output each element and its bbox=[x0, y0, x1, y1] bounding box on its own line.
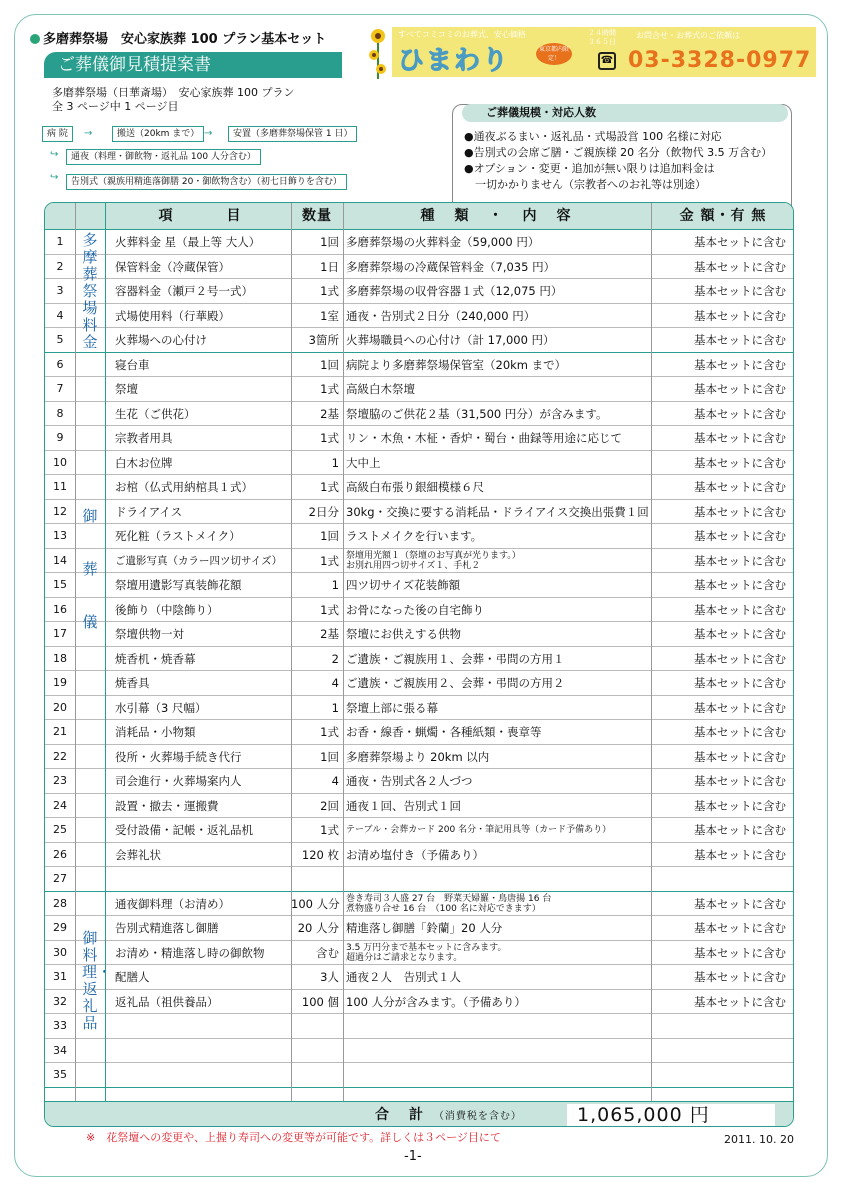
row-quantity: 4 bbox=[331, 676, 339, 690]
row-price: 基本セットに含む bbox=[694, 700, 786, 715]
row-price bbox=[651, 1039, 794, 1063]
table-row bbox=[45, 892, 794, 917]
row-quantity: 1式 bbox=[320, 602, 339, 617]
table-row bbox=[45, 304, 794, 329]
row-detail: 祭壇脇のご供花２基（31,500 円分）が含みます。 bbox=[346, 406, 608, 421]
total-label: 合 計 （消費税を含む） bbox=[375, 1107, 522, 1123]
table-row bbox=[45, 843, 794, 868]
table-row bbox=[45, 328, 794, 353]
row-detail: 火葬場職員への心付け（計 17,000 円） bbox=[346, 333, 555, 347]
row-detail: 病院より多磨葬祭場保管室（20km まで） bbox=[346, 357, 567, 372]
row-quantity: 1回 bbox=[320, 529, 339, 543]
row-quantity: 含む bbox=[316, 945, 339, 960]
row-item: 返礼品（祖供養品） bbox=[115, 994, 219, 1009]
row-price: 基本セットに含む bbox=[694, 504, 786, 519]
header-price: 金 額・有 無 bbox=[679, 208, 767, 224]
category-label: 御 葬 儀 bbox=[82, 506, 113, 631]
row-item: 死化粧（ラストメイク） bbox=[115, 529, 241, 543]
row-detail: 多磨葬祭場の収骨容器１式（12,075 円） bbox=[346, 284, 563, 298]
table-row bbox=[45, 671, 794, 696]
ad-brand-name: ひまわり bbox=[398, 46, 511, 76]
subtitle-line2: 全 3 ページ中 1 ページ目 bbox=[52, 100, 179, 113]
row-quantity: 1式 bbox=[320, 284, 339, 298]
row-quantity: 3人 bbox=[320, 970, 339, 984]
row-quantity: 1式 bbox=[320, 480, 339, 494]
plan-subtitle bbox=[52, 86, 295, 114]
estimate-table bbox=[44, 202, 794, 1127]
header-detail: 種 類 ・ 内 容 bbox=[420, 208, 574, 224]
row-item: 保管料金（冷蔵保管） bbox=[115, 259, 230, 274]
row-price: 基本セットに含む bbox=[694, 480, 786, 494]
row-quantity: 1式 bbox=[320, 431, 339, 445]
row-price: 基本セットに含む bbox=[694, 896, 786, 911]
row-detail: 30kg・交換に要する消耗品・ドライアイス交換出張費１回 bbox=[346, 504, 649, 519]
row-number: 11 bbox=[53, 480, 67, 493]
total-bar bbox=[45, 1101, 794, 1127]
row-number: 2 bbox=[56, 259, 64, 273]
document-title: 多磨葬祭場 安心家族葬 100 プラン基本セット bbox=[30, 28, 326, 47]
row-item: 火葬場への心付け bbox=[115, 333, 207, 347]
row-quantity: 1式 bbox=[320, 725, 339, 739]
table-row bbox=[45, 230, 794, 255]
row-quantity: 1回 bbox=[320, 749, 339, 764]
scale-info-line: ●オプション・変更・追加が無い限りは追加料金は bbox=[464, 162, 715, 175]
row-detail: お清め塩付き（予備あり） bbox=[346, 847, 484, 862]
row-item: 通夜御料理（お清め） bbox=[115, 896, 230, 911]
row-detail: 精進落し御膳「鈴蘭」20 人分 bbox=[346, 921, 503, 935]
row-number: 10 bbox=[53, 455, 67, 469]
column-divider bbox=[343, 203, 344, 1101]
row-price: 基本セットに含む bbox=[694, 431, 786, 445]
table-row bbox=[45, 916, 794, 941]
row-item: 会葬礼状 bbox=[115, 847, 161, 862]
row-price: 基本セットに含む bbox=[694, 455, 786, 470]
row-detail: ご遺族・ご親族用２、会葬・弔問の方用２ bbox=[346, 676, 565, 690]
row-detail: テーブル・会葬カード 200 名分・筆記用具等（カード予備あり） bbox=[346, 825, 612, 835]
row-item: ドライアイス bbox=[115, 504, 183, 519]
row-quantity: 1回 bbox=[320, 235, 339, 249]
row-item: 火葬料金 星（最上等 大人） bbox=[115, 235, 261, 249]
row-detail: 多磨葬祭場の冷蔵保管料金（7,035 円） bbox=[346, 259, 556, 274]
row-item: ご遺影写真（カラー四ツ切サイズ） bbox=[115, 554, 283, 567]
row-number: 18 bbox=[53, 651, 67, 665]
row-number: 34 bbox=[53, 1043, 67, 1057]
row-number: 33 bbox=[53, 1019, 67, 1032]
row-item bbox=[111, 1039, 295, 1063]
flow-step-transport: 搬送（20km まで） bbox=[112, 126, 204, 142]
document-date: 2011. 10. 20 bbox=[724, 1133, 794, 1146]
row-quantity: 4 bbox=[331, 774, 339, 788]
category-label: 御料理・返礼品 bbox=[82, 929, 113, 1032]
row-detail: 高級白木祭壇 bbox=[346, 382, 415, 396]
row-quantity: 2回 bbox=[320, 798, 339, 813]
row-detail: 大中上 bbox=[346, 455, 381, 470]
table-row bbox=[45, 1063, 794, 1088]
row-number: 7 bbox=[56, 382, 64, 395]
row-quantity: 1室 bbox=[320, 308, 339, 323]
row-quantity bbox=[291, 1039, 343, 1063]
column-divider bbox=[105, 203, 106, 1101]
row-number: 14 bbox=[53, 553, 67, 567]
row-item: 焼香具 bbox=[115, 676, 150, 690]
row-quantity: 1 bbox=[331, 578, 339, 592]
ad-hours: ２４時間 ３６５日 bbox=[588, 29, 616, 46]
row-detail: 通夜・告別式２日分（240,000 円） bbox=[346, 308, 536, 323]
row-item: 白木お位牌 bbox=[115, 455, 173, 470]
row-number: 17 bbox=[53, 627, 67, 640]
row-detail: 多磨葬祭場より 20km 以内 bbox=[346, 749, 490, 764]
row-detail: お骨になった後の自宅飾り bbox=[346, 602, 484, 617]
table-row bbox=[45, 794, 794, 819]
ad-phone-number: 03-3328-0977 bbox=[628, 48, 812, 73]
row-item: お清め・精進落し時の御飲物 bbox=[115, 945, 265, 960]
table-row bbox=[45, 696, 794, 721]
row-price: 基本セットに含む bbox=[694, 333, 786, 347]
row-number: 24 bbox=[53, 798, 67, 812]
table-row bbox=[45, 377, 794, 402]
row-detail: ご遺族・ご親族用１、会葬・弔問の方用１ bbox=[346, 651, 565, 666]
row-number: 6 bbox=[56, 357, 64, 371]
row-number: 28 bbox=[53, 896, 67, 910]
header-qty: 数量 bbox=[302, 208, 332, 224]
row-number: 30 bbox=[53, 945, 67, 959]
row-price: 基本セットに含む bbox=[694, 651, 786, 666]
table-row bbox=[45, 402, 794, 427]
row-quantity: 1 bbox=[331, 700, 339, 715]
row-quantity: 100 人分 bbox=[291, 896, 340, 911]
row-quantity: 100 個 bbox=[301, 994, 339, 1009]
estimate-banner: ご葬儀御見積提案書 bbox=[44, 52, 342, 78]
row-detail: 通夜・告別式各２人づつ bbox=[346, 774, 473, 788]
row-detail: 通夜２人 告別式１人 bbox=[346, 970, 461, 984]
table-row bbox=[45, 353, 794, 378]
row-detail: ラストメイクを行います。 bbox=[346, 529, 483, 543]
row-price: 基本セットに含む bbox=[694, 357, 786, 372]
table-row bbox=[45, 573, 794, 598]
row-number: 32 bbox=[53, 994, 67, 1008]
table-row bbox=[45, 426, 794, 451]
row-quantity: 3箇所 bbox=[308, 333, 339, 347]
row-number: 27 bbox=[53, 872, 67, 885]
row-item: 焼香机・焼香幕 bbox=[115, 651, 196, 666]
row-detail: 100 人分が含みます。（予備あり） bbox=[346, 994, 526, 1009]
row-number: 19 bbox=[53, 676, 67, 689]
row-number: 22 bbox=[53, 749, 67, 763]
sunflower-icon bbox=[366, 27, 390, 79]
row-detail: 多磨葬祭場の火葬料金（59,000 円） bbox=[346, 235, 540, 249]
row-detail: 高級白布張り銀細模様６尺 bbox=[346, 480, 484, 494]
column-divider bbox=[75, 203, 76, 1101]
row-quantity bbox=[291, 1063, 343, 1087]
row-number: 23 bbox=[53, 774, 67, 787]
row-detail: 四ツ切サイズ花装飾額 bbox=[346, 578, 461, 592]
table-row bbox=[45, 818, 794, 843]
row-quantity bbox=[291, 1014, 343, 1038]
table-row bbox=[45, 1039, 794, 1064]
row-item: お棺（仏式用納棺具１式） bbox=[115, 480, 253, 494]
row-number: 25 bbox=[53, 823, 67, 836]
row-price: 基本セットに含む bbox=[694, 945, 786, 960]
table-row bbox=[45, 965, 794, 990]
row-number: 9 bbox=[56, 431, 64, 444]
row-number: 5 bbox=[56, 333, 64, 346]
row-quantity: 1式 bbox=[320, 823, 339, 837]
table-row bbox=[45, 867, 794, 892]
row-item: 生花（ご供花） bbox=[115, 406, 196, 421]
table-row bbox=[45, 598, 794, 623]
table-row bbox=[45, 279, 794, 304]
flow-step-wake: 通夜（料理・御飲物・返礼品 100 人分含む） bbox=[66, 149, 261, 165]
row-price: 基本セットに含む bbox=[694, 676, 786, 690]
arrow-curve-icon: ↪ bbox=[50, 172, 59, 183]
telephone-icon: ☎ bbox=[598, 52, 616, 70]
table-row bbox=[45, 745, 794, 770]
row-price: 基本セットに含む bbox=[694, 970, 786, 984]
scale-info-line: ●告別式の会席ご膳・ご親族様 20 名分（飲物代 3.5 万含む） bbox=[464, 146, 773, 159]
row-detail bbox=[343, 1063, 654, 1087]
row-item: 祭壇用遺影写真装飾花額 bbox=[115, 578, 242, 592]
row-price bbox=[651, 867, 794, 891]
scale-info-line: 一切かかりません（宗教者へのお礼等は別途） bbox=[464, 178, 706, 191]
table-row bbox=[45, 500, 794, 525]
row-price: 基本セットに含む bbox=[694, 749, 786, 764]
row-number: 1 bbox=[56, 235, 64, 248]
table-row bbox=[45, 524, 794, 549]
row-price bbox=[651, 1014, 794, 1038]
row-item: 配膳人 bbox=[115, 970, 150, 984]
row-number: 3 bbox=[56, 284, 64, 297]
row-number: 13 bbox=[53, 529, 67, 542]
row-item: 後飾り（中陰飾り） bbox=[115, 602, 219, 617]
row-number: 16 bbox=[53, 602, 67, 616]
row-detail: お香・線香・蝋燭・各種紙類・喪章等 bbox=[346, 725, 542, 739]
row-detail: 通夜１回、告別式１回 bbox=[346, 798, 461, 813]
row-quantity: 2 bbox=[331, 651, 339, 666]
row-item: 受付設備・記帳・返礼品机 bbox=[115, 823, 253, 837]
row-quantity: 2日分 bbox=[308, 504, 339, 519]
row-item: 容器料金（瀬戸２号一式） bbox=[115, 284, 253, 298]
row-number: 21 bbox=[53, 725, 67, 738]
flow-step-funeral: 告別式（親族用精進落御膳 20・御飲物含む）（初七日飾りを含む） bbox=[66, 174, 347, 190]
row-number: 12 bbox=[53, 504, 67, 518]
row-price: 基本セットに含む bbox=[694, 994, 786, 1009]
table-row bbox=[45, 769, 794, 794]
row-number: 29 bbox=[53, 921, 67, 934]
row-price: 基本セットに含む bbox=[694, 578, 786, 592]
row-detail: 祭壇上部に張る幕 bbox=[346, 700, 438, 715]
table-row bbox=[45, 255, 794, 280]
row-number: 15 bbox=[53, 578, 67, 591]
row-price: 基本セットに含む bbox=[694, 627, 786, 641]
row-number: 20 bbox=[53, 700, 67, 714]
ad-area-badge: 東京都内限定！ bbox=[536, 43, 572, 65]
row-number: 35 bbox=[53, 1068, 67, 1081]
table-row bbox=[45, 549, 794, 574]
table-row bbox=[45, 720, 794, 745]
table-row bbox=[45, 475, 794, 500]
row-detail bbox=[343, 1014, 654, 1038]
row-quantity: 2基 bbox=[320, 406, 339, 421]
table-row bbox=[45, 647, 794, 672]
scale-info-line: ●通夜ぶるまい・返礼品・式場設営 100 名様に対応 bbox=[464, 130, 722, 143]
row-item: 設置・撤去・運搬費 bbox=[115, 798, 219, 813]
page-number: -1- bbox=[404, 1149, 422, 1164]
row-item bbox=[111, 1014, 295, 1038]
row-item: 式場使用料（行華殿） bbox=[115, 308, 230, 323]
row-quantity bbox=[291, 867, 343, 891]
scale-info-heading: ご葬儀規模・対応人数 bbox=[462, 104, 788, 122]
row-price: 基本セットに含む bbox=[694, 382, 786, 396]
row-price: 基本セットに含む bbox=[694, 847, 786, 862]
header-item: 項 目 bbox=[158, 208, 244, 224]
row-price: 基本セットに含む bbox=[694, 553, 786, 568]
row-item: 祭壇 bbox=[115, 382, 138, 396]
row-detail: 巻き寿司３人盛 27 台 野菜天婦羅・鳥唐揚 16 台 煮物盛り合せ 16 台 （100 名に対応できます） bbox=[346, 893, 552, 914]
arrow-right-icon: → bbox=[204, 128, 213, 139]
flow-step-hospital: 病 院 bbox=[42, 126, 73, 142]
row-price bbox=[651, 1063, 794, 1087]
row-quantity: 1回 bbox=[320, 357, 339, 372]
row-item bbox=[111, 867, 295, 891]
row-detail: 祭壇用光額１（祭壇のお写真が光ります。） お別れ用四つ切サイズ１、手札２ bbox=[346, 550, 521, 571]
bullet-dot-icon bbox=[30, 34, 40, 44]
row-item: 役所・火葬場手続き代行 bbox=[115, 749, 242, 764]
row-price: 基本セットに含む bbox=[694, 774, 786, 788]
row-item: 告別式精進落し御膳 bbox=[115, 921, 219, 935]
row-quantity: 20 人分 bbox=[297, 921, 339, 935]
row-price: 基本セットに含む bbox=[694, 308, 786, 323]
row-price: 基本セットに含む bbox=[694, 921, 786, 935]
row-item: 祭壇供物一対 bbox=[115, 627, 184, 641]
row-quantity: 1式 bbox=[320, 553, 339, 568]
row-price: 基本セットに含む bbox=[694, 259, 786, 274]
column-divider bbox=[651, 203, 652, 1101]
row-detail: 3.5 万円分まで基本セットに含みます。 超過分はご請求となります。 bbox=[346, 942, 507, 963]
row-detail: 祭壇にお供えする供物 bbox=[346, 627, 461, 641]
category-label: 多摩葬祭場料金 bbox=[82, 230, 98, 351]
row-quantity: 1日 bbox=[320, 259, 339, 274]
column-divider bbox=[291, 203, 292, 1101]
arrow-right-icon: → bbox=[84, 128, 93, 139]
row-number: 4 bbox=[56, 308, 64, 322]
row-price: 基本セットに含む bbox=[694, 725, 786, 739]
ad-inquiry: お問合せ・お葬式のご依頼は bbox=[636, 31, 740, 40]
row-detail bbox=[343, 867, 654, 891]
table-row bbox=[45, 1014, 794, 1039]
flow-step-rest: 安置（多磨葬祭場保管 1 日） bbox=[228, 126, 357, 142]
row-price: 基本セットに含む bbox=[694, 235, 786, 249]
row-item: 水引幕（3 尺幅） bbox=[115, 700, 207, 715]
row-number: 26 bbox=[53, 847, 67, 861]
row-item: 寝台車 bbox=[115, 357, 150, 372]
row-price: 基本セットに含む bbox=[694, 406, 786, 421]
row-detail: リン・木魚・木柾・香炉・蜀台・曲録等用途に応じて bbox=[346, 431, 622, 445]
table-row bbox=[45, 451, 794, 476]
row-quantity: 1 bbox=[331, 455, 339, 470]
row-quantity: 1式 bbox=[320, 382, 339, 396]
row-number: 31 bbox=[53, 970, 67, 983]
table-row bbox=[45, 941, 794, 966]
row-price: 基本セットに含む bbox=[694, 284, 786, 298]
row-quantity: 120 枚 bbox=[301, 847, 339, 862]
row-item: 消耗品・小物類 bbox=[115, 725, 196, 739]
table-row bbox=[45, 622, 794, 647]
arrow-curve-icon: ↪ bbox=[50, 149, 59, 160]
row-detail bbox=[343, 1039, 654, 1063]
row-price: 基本セットに含む bbox=[694, 602, 786, 617]
ad-tagline: すべてコミコミのお葬式、安心価格 bbox=[398, 30, 526, 39]
row-item bbox=[111, 1063, 295, 1087]
row-number: 8 bbox=[56, 406, 64, 420]
row-quantity: 2基 bbox=[320, 627, 339, 641]
row-item: 司会進行・火葬場案内人 bbox=[115, 774, 242, 788]
total-amount: 1,065,000 円 bbox=[567, 1104, 775, 1126]
table-row bbox=[45, 990, 794, 1015]
subtitle-line1: 多磨葬祭場（日華斎場） 安心家族葬 100 プラン bbox=[52, 86, 295, 99]
row-price: 基本セットに含む bbox=[694, 823, 786, 837]
row-price: 基本セットに含む bbox=[694, 529, 786, 543]
row-item: 宗教者用具 bbox=[115, 431, 173, 445]
footer-note: ※ 花祭壇への変更や、上握り寿司への変更等が可能です。詳しくは３ページ目にて bbox=[86, 1131, 501, 1144]
row-price: 基本セットに含む bbox=[694, 798, 786, 813]
table-header bbox=[45, 203, 794, 230]
